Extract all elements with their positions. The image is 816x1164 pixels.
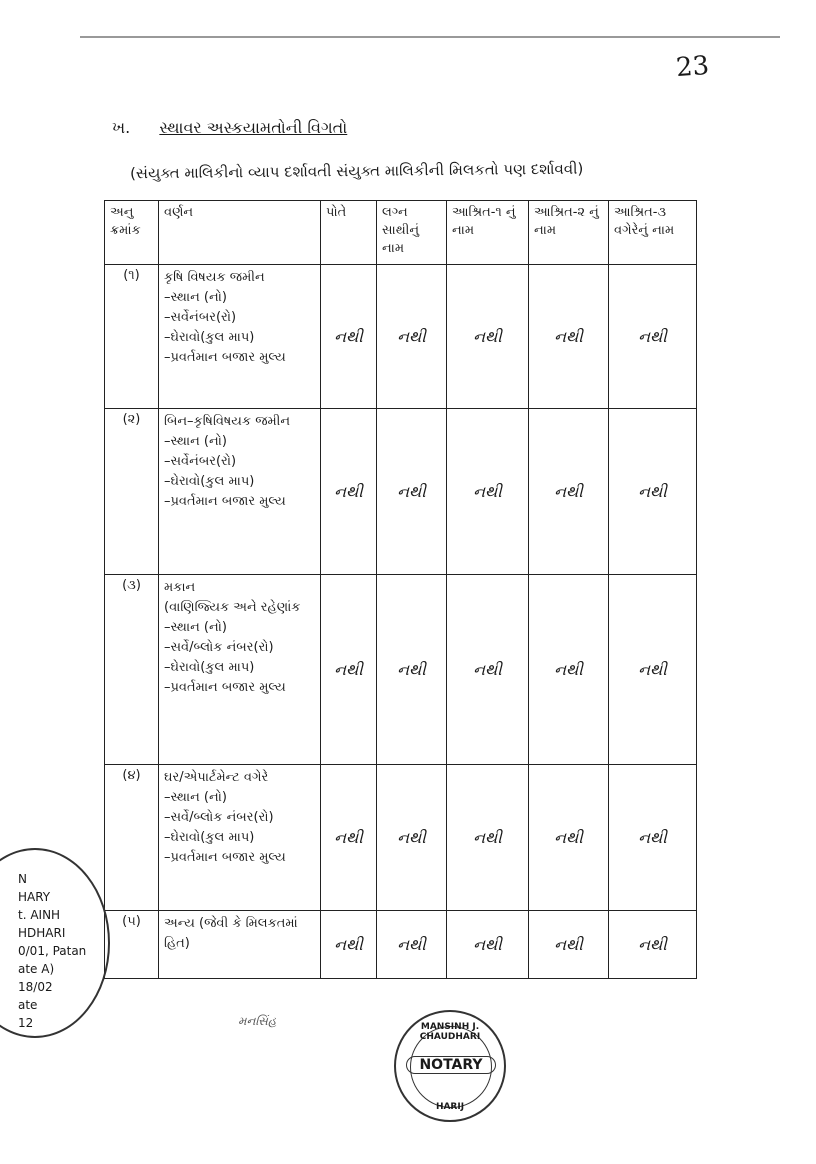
- value-cell: નથી: [321, 265, 377, 409]
- value-cell: નથી: [609, 265, 697, 409]
- value-cell: નથી: [321, 575, 377, 765]
- header-spouse: લગ્ન સાથીનું નામ: [377, 201, 447, 265]
- notary-seal: [394, 1010, 506, 1122]
- header-description: વર્ણન: [159, 201, 321, 265]
- stamp-text: 0/01, Patan: [18, 944, 87, 958]
- value-cell: નથી: [529, 575, 609, 765]
- value-cell: નથી: [447, 575, 529, 765]
- value-cell: નથી: [529, 765, 609, 911]
- seal-center: NOTARY: [406, 1056, 496, 1074]
- value-cell: નથી: [377, 265, 447, 409]
- value-cell: નથી: [609, 409, 697, 575]
- row-description: [159, 575, 321, 765]
- section-heading: [112, 118, 347, 138]
- desc-line: (વાણિજ્યિક અને રહેણાંક: [164, 600, 301, 615]
- desc-line: –ઘેરાવો(કુલ માપ): [164, 330, 255, 345]
- table-row: [105, 911, 697, 979]
- desc-line: –પ્રવર્તમાન બજાર મુલ્ય: [164, 850, 286, 865]
- desc-line: અન્ય (જેવી કે મિલકતમાં હિત): [164, 916, 298, 951]
- stamp-text: ate: [18, 998, 38, 1012]
- value-cell: નથી: [447, 265, 529, 409]
- row-description: [159, 765, 321, 911]
- value-cell: નથી: [377, 911, 447, 979]
- value-cell: નથી: [321, 765, 377, 911]
- seal-place: HARIJ: [435, 1102, 465, 1112]
- notary-stamp-left: [0, 848, 110, 1038]
- row-index: (૫): [105, 911, 159, 979]
- page-number: 23: [674, 50, 711, 84]
- instruction-note: (સંયુક્ત માલિકીનો વ્યાપ દર્શાવતી સંયુક્ત માલિકીની મિલકતો પણ દર્શાવવી): [129, 159, 584, 183]
- table-row: [105, 765, 697, 911]
- desc-line: ઘર/એપાર્ટમેન્ટ વગેરે: [164, 770, 269, 785]
- stamp-text: HDHARI: [18, 926, 66, 940]
- desc-line: –સ્થાન (નો): [164, 434, 227, 449]
- stamp-text: N: [18, 872, 27, 886]
- row-index: (૪): [105, 765, 159, 911]
- desc-line: –સ્થાન (નો): [164, 290, 227, 305]
- desc-line: –ઘેરાવો(કુલ માપ): [164, 474, 255, 489]
- value-cell: નથી: [529, 265, 609, 409]
- row-index: (૨): [105, 409, 159, 575]
- header-dependent-3: આશ્રિત-૩ વગેરેનું નામ: [609, 201, 697, 265]
- desc-line: –સ્થાન (નો): [164, 790, 227, 805]
- value-cell: નથી: [377, 409, 447, 575]
- value-cell: નથી: [447, 409, 529, 575]
- desc-line: –સ્થાન (નો): [164, 620, 227, 635]
- section-title: સ્થાવર અસ્કયામતોની વિગતો: [159, 118, 348, 137]
- value-cell: નથી: [377, 765, 447, 911]
- value-cell: નથી: [529, 409, 609, 575]
- stamp-text: HARY: [18, 890, 51, 904]
- desc-line: કૃષિ વિષયક જમીન: [164, 270, 265, 285]
- signature: મનસિંહ: [238, 1014, 277, 1028]
- value-cell: નથી: [377, 575, 447, 765]
- value-cell: નથી: [447, 765, 529, 911]
- stamp-text: t. AINH: [18, 908, 61, 922]
- stamp-text: 18/02: [18, 980, 53, 994]
- value-cell: નથી: [529, 911, 609, 979]
- value-cell: નથી: [609, 575, 697, 765]
- stamp-text: 12: [18, 1016, 34, 1030]
- value-cell: નથી: [609, 911, 697, 979]
- value-cell: નથી: [609, 765, 697, 911]
- stamp-text: ate A): [18, 962, 55, 976]
- value-cell: નથી: [321, 911, 377, 979]
- table-row: [105, 265, 697, 409]
- desc-line: મકાન: [164, 580, 196, 595]
- top-border-line: [80, 36, 780, 38]
- desc-line: –સર્વે/બ્લોક નંબર(રો): [164, 640, 274, 655]
- desc-line: –ઘેરાવો(કુલ માપ): [164, 830, 255, 845]
- desc-line: –સર્વેનંબર(રો): [164, 454, 237, 469]
- desc-line: –પ્રવર્તમાન બજાર મુલ્ય: [164, 494, 286, 509]
- assets-table: [104, 200, 697, 979]
- desc-line: –પ્રવર્તમાન બજાર મુલ્ય: [164, 680, 286, 695]
- row-index: (૧): [105, 265, 159, 409]
- header-dependent-1: આશ્રિત-૧ નું નામ: [447, 201, 529, 265]
- row-description: [159, 265, 321, 409]
- desc-line: –સર્વે/બ્લોક નંબર(રો): [164, 810, 274, 825]
- value-cell: નથી: [321, 409, 377, 575]
- value-cell: નથી: [447, 911, 529, 979]
- desc-line: –ઘેરાવો(કુલ માપ): [164, 660, 255, 675]
- desc-line: –પ્રવર્તમાન બજાર મુલ્ય: [164, 350, 286, 365]
- row-description: [159, 409, 321, 575]
- header-serial: અનુ ક્રમાંક: [105, 201, 159, 265]
- header-dependent-2: આશ્રિત-૨ નું નામ: [529, 201, 609, 265]
- table-row: [105, 409, 697, 575]
- section-marker: ખ.: [112, 118, 131, 137]
- row-index: (૩): [105, 575, 159, 765]
- seal-name: MANSINH J. CHAUDHARI: [419, 1022, 481, 1042]
- header-self: પોતે: [321, 201, 377, 265]
- table-row: [105, 575, 697, 765]
- table-header-row: [105, 201, 697, 265]
- desc-line: બિન–કૃષિવિષયક જમીન: [164, 414, 291, 429]
- desc-line: –સર્વેનંબર(રો): [164, 310, 237, 325]
- row-description: [159, 911, 321, 979]
